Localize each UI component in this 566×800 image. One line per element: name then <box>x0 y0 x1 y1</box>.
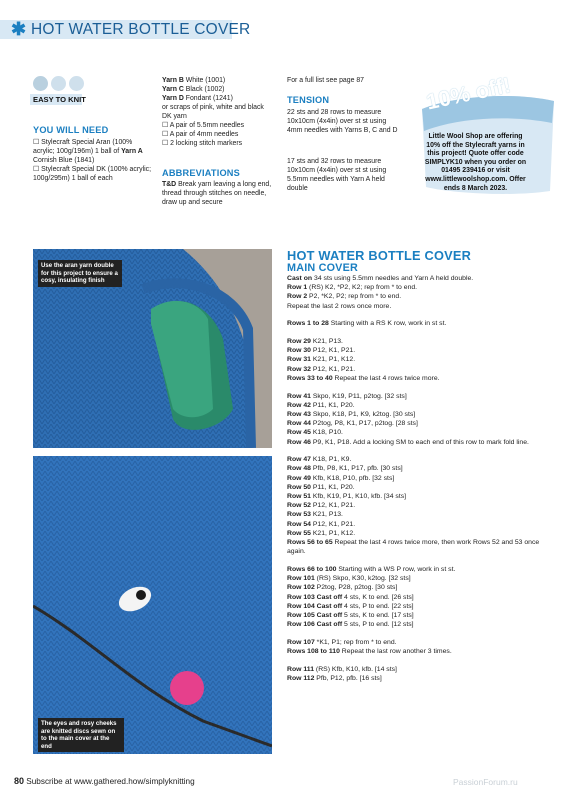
pattern-row: Row 112 Pfb, P12, pfb. [16 sts] <box>287 675 382 683</box>
watermark: PassionForum.ru <box>453 777 518 787</box>
pattern-row: Row 102 P2tog, P28, p2tog. [30 sts] <box>287 584 398 592</box>
page-title: HOT WATER BOTTLE COVER <box>31 21 251 38</box>
pattern-row: Row 46 P9, K1, P18. Add a locking SM to each end of this row to mark fold line. <box>287 438 529 446</box>
pattern-row: Row 104 Cast off 4 sts, P to end. [22 sts] <box>287 602 414 610</box>
pattern-row: Row 49 Kfb, K18, P10, pfb. [32 sts] <box>287 474 395 482</box>
pattern-row: Row 41 Skpo, K19, P11, p2tog. [32 sts] <box>287 392 407 400</box>
pattern-row: Row 106 Cast off 5 sts, P to end. [12 sts] <box>287 621 414 629</box>
yarn-item: Yarn D Fondant (1241) <box>162 95 233 102</box>
supply-item: ☐ 2 locking stitch markers <box>162 140 243 147</box>
pattern-title: HOT WATER BOTTLE COVER <box>287 248 472 263</box>
abbreviations-heading: ABBREVIATIONS <box>162 168 240 178</box>
pattern-row: Row 111 (RS) Kfb, K10, kfb. [14 sts] <box>287 665 397 673</box>
yarn-item: Yarn B White (1001) <box>162 77 226 84</box>
pattern-row: Row 44 P2tog, P8, K1, P17, p2tog. [28 sts] <box>287 420 418 428</box>
paragraph-gap <box>287 311 553 320</box>
you-will-need-heading: YOU WILL NEED <box>33 125 109 135</box>
you-will-need-list <box>33 138 153 183</box>
tension-text-1: 22 sts and 28 rows to measure 10x10cm (4x4in) over st st using 4mm needles with Yarns B, C and D <box>287 109 398 134</box>
need-item: ☐ Stylecraft Special DK (100% acrylic; 100g/295m) 1 ball of each <box>33 166 152 182</box>
pattern-row: Row 101 (RS) Skpo, K30, k2tog. [32 sts] <box>287 575 411 583</box>
pattern-row: Cast on 34 sts using 5.5mm needles and Yarn A held double. <box>287 275 474 282</box>
asterisk-icon: ✱ <box>11 19 27 39</box>
difficulty-rating <box>33 76 84 91</box>
footer: 80 Subscribe at www.gathered.how/simplyknitting <box>14 776 195 786</box>
offer-text: Little Wool Shop are offering 10% off the Stylecraft yarns in this project! Quote offer code SIMPLYK10 when you order on 01495 239416 or visit www.littlewoolshop.com. Offer ends 8 March 2023. <box>424 133 527 192</box>
need-item: ☐ Stylecraft Special Aran (100% acrylic; 100g/196m) 1 ball of Yarn A Cornish Blue (1841) <box>33 139 143 164</box>
tension-heading: TENSION <box>287 95 330 105</box>
offer-title: 10% off! <box>424 72 513 115</box>
pattern-row: Row 53 K21, P13. <box>287 511 343 519</box>
pattern-row: Row 107 *K1, P1; rep from * to end. <box>287 638 397 646</box>
pattern-row: Row 42 P11, K1, P20. <box>287 401 355 409</box>
supply-item: ☐ A pair of 5.5mm needles <box>162 122 245 129</box>
pattern-instructions <box>287 274 553 683</box>
pattern-row: Row 45 K18, P10. <box>287 429 343 437</box>
supply-item: ☐ A pair of 4mm needles <box>162 131 239 138</box>
pattern-row: Row 55 K21, P1, K12. <box>287 529 356 537</box>
difficulty-label: EASY TO KNIT <box>33 95 86 104</box>
pattern-row: Row 103 Cast off 4 sts, K to end. [26 sts] <box>287 593 414 601</box>
paragraph-gap <box>287 556 553 565</box>
paragraph-gap <box>287 656 553 665</box>
yarn-ball-icon <box>51 76 66 91</box>
pattern-row: Rows 56 to 65 Repeat the last 4 rows twice more, then work Rows 52 and 53 once again. <box>287 539 540 556</box>
caption-top: Use the aran yarn double for this project to ensure a cosy, insulating finish <box>38 260 122 287</box>
pattern-row: Rows 108 to 110 Repeat the last row another 3 times. <box>287 648 452 656</box>
yarn-list <box>162 76 272 148</box>
yarn-extra: or scraps of pink, white and black DK yarn <box>162 104 264 120</box>
pattern-subtitle: MAIN COVER <box>287 262 358 274</box>
pattern-row: Row 50 P11, K1, P20. <box>287 483 355 491</box>
abbreviations-text: T&D Break yarn leaving a long end, thread through stitches on needle, draw up and secure <box>162 181 272 206</box>
pattern-row: Row 1 (RS) K2, *P2, K2; rep from * to end. <box>287 284 418 292</box>
full-list-note: For a full list see page 87 <box>287 77 364 84</box>
tension-text-2: 17 sts and 32 rows to measure 10x10cm (4x4in) over st st using 5.5mm needles with Yarn A held double <box>287 158 387 192</box>
pattern-row: Rows 33 to 40 Repeat the last 4 rows twice more. <box>287 374 440 382</box>
pattern-row: Row 51 Kfb, K19, P1, K10, kfb. [34 sts] <box>287 493 407 501</box>
pattern-row: Repeat the last 2 rows once more. <box>287 302 392 310</box>
pattern-row: Row 2 P2, *K2, P2; rep from * to end. <box>287 293 402 301</box>
paragraph-gap <box>287 329 553 338</box>
pattern-row: Row 30 P12, K1, P21. <box>287 347 356 355</box>
paragraph-gap <box>287 383 553 392</box>
pattern-row: Row 29 K21, P13. <box>287 338 343 346</box>
pattern-row: Row 32 P12, K1, P21. <box>287 365 356 373</box>
pattern-row: Rows 66 to 100 Starting with a WS P row, work in st st. <box>287 565 456 573</box>
paragraph-gap <box>287 629 553 638</box>
pattern-row: Row 105 Cast off 5 sts, K to end. [17 sts] <box>287 612 414 619</box>
pattern-row: Row 48 Pfb, P8, K1, P17, pfb. [30 sts] <box>287 465 403 473</box>
pattern-row: Rows 1 to 28 Starting with a RS K row, work in st st. <box>287 320 447 328</box>
yarn-ball-icon <box>69 76 84 91</box>
caption-bottom: The eyes and rosy cheeks are knitted discs sewn on to the main cover at the end <box>38 718 124 752</box>
cheek-icon <box>170 671 204 705</box>
yarn-item: Yarn C Black (1002) <box>162 86 225 93</box>
pattern-row: Row 47 K18, P1, K9. <box>287 456 352 464</box>
yarn-ball-icon <box>33 76 48 91</box>
pattern-row: Row 31 K21, P1, K12. <box>287 356 356 364</box>
paragraph-gap <box>287 447 553 456</box>
photo-bottle-face <box>33 456 272 754</box>
pattern-row: Row 54 P12, K1, P21. <box>287 520 356 528</box>
pattern-row: Row 43 Skpo, K18, P1, K9, k2tog. [30 sts] <box>287 410 416 418</box>
pattern-row: Row 52 P12, K1, P21. <box>287 502 356 510</box>
